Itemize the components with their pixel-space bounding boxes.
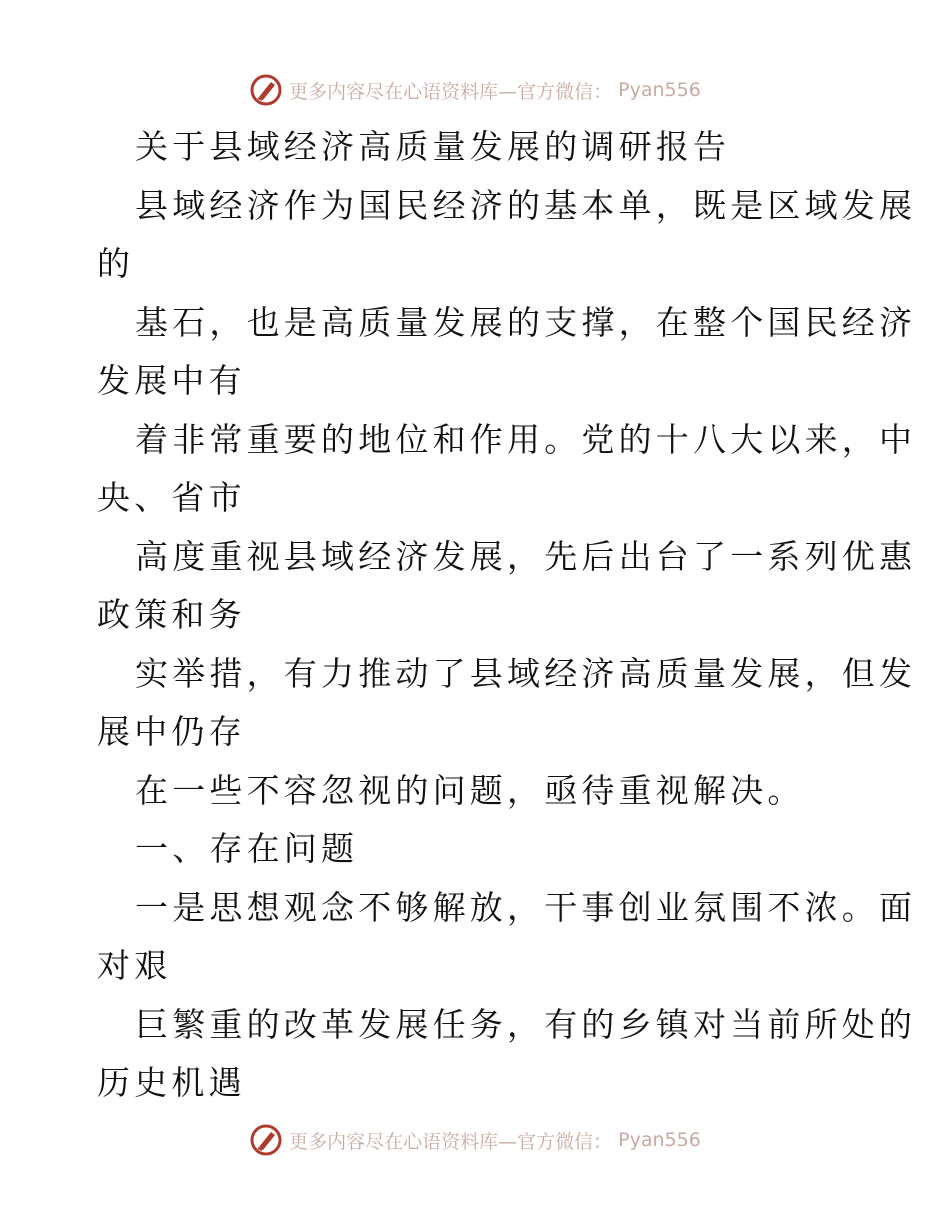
document-body xyxy=(97,118,917,1113)
text-line: 一、存在问题 xyxy=(135,829,359,868)
text-line: 展中仍存 xyxy=(97,712,246,751)
footer-banner xyxy=(0,1120,950,1160)
banner-text: 更多内容尽在心语资料库—官方微信： xyxy=(289,1130,613,1153)
header-banner xyxy=(0,70,950,110)
text-line: 关于县域经济高质量发展的调研报告 xyxy=(135,127,731,166)
text-line: 着非常重要的地位和作用。党的十八大以来，中 xyxy=(135,419,917,459)
text-line: 发展中有 xyxy=(97,361,246,400)
text-line: 的 xyxy=(97,244,135,283)
banner-wechat-id: Pyan556 xyxy=(618,1129,701,1151)
text-line: 在一些不容忽视的问题，亟待重视解决。 xyxy=(135,770,805,810)
text-line: 基石，也是高质量发展的支撑，在整个国民经济 xyxy=(135,302,917,342)
banner-text: 更多内容尽在心语资料库—官方微信： xyxy=(289,80,613,103)
banner-wechat-id: Pyan556 xyxy=(618,79,701,101)
text-line: 巨繁重的改革发展任务，有的乡镇对当前所处的 xyxy=(135,1004,917,1044)
text-line: 对艰 xyxy=(97,946,172,985)
text-line: 央、省市 xyxy=(97,478,246,517)
text-line: 政策和务 xyxy=(97,595,246,634)
pen-logo-icon xyxy=(249,73,283,107)
text-line: 历史机遇 xyxy=(97,1063,246,1102)
pen-logo-icon xyxy=(249,1123,283,1157)
text-line: 实举措，有力推动了县域经济高质量发展，但发 xyxy=(135,653,917,693)
text-line: 县域经济作为国民经济的基本单，既是区域发展 xyxy=(135,185,917,225)
text-line: 一是思想观念不够解放，干事创业氛围不浓。面 xyxy=(135,887,917,927)
text-line: 高度重视县域经济发展，先后出台了一系列优惠 xyxy=(135,536,917,576)
